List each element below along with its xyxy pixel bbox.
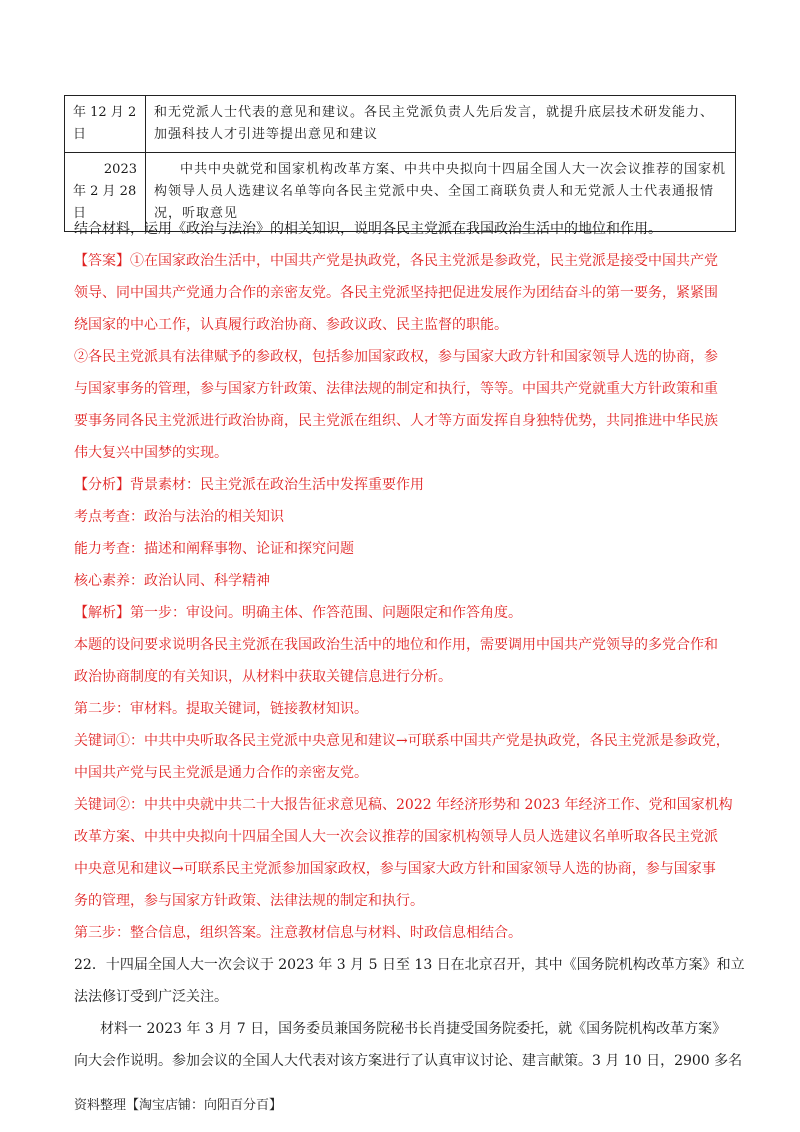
table-row: [65, 96, 736, 153]
material-line: 材料一 2023 年 3 月 7 日，国务委员兼国务院秘书长肖捷受国务院委托，就《国务院机构改革方案》: [100, 1021, 727, 1037]
date-cell: [65, 96, 146, 153]
analysis-line: 考点考查：政治与法治的相关知识: [74, 509, 284, 525]
explanation-line: 【解析】第一步：审设问。明确主体、作答范围、问题限定和作答角度。: [74, 605, 522, 621]
material-line: 向大会作说明。参加会议的全国人大代表对该方案进行了认真审议讨论、建言献策。3 月 10 日，2900 多名: [74, 1053, 743, 1069]
answer-line: 要事务同各民主党派进行政治协商，民主党派在组织、人才等方面发挥自身独特优势，共同推进中华民族: [74, 413, 718, 429]
question-prompt: 结合材料，运用《政治与法治》的相关知识，说明各民主党派在我国政治生活中的地位和作用。: [74, 221, 662, 237]
date-text: 年 12 月 2: [73, 105, 137, 120]
event-cell: 中共中央就党和国家机构改革方案、中共中央拟向十四届全国人大一次会议推荐的国家机构领导人员人选建议名单等向各民主党派中央、全国工商联负责人和无党派人士代表通报情况，听取意见: [146, 153, 736, 232]
explanation-line: 第三步：整合信息，组织答案。注意教材信息与材料、时政信息相结合。: [74, 925, 522, 941]
explanation-line: 关键词①：中共中央听取各民主党派中央意见和建议→可联系中国共产党是执政党，各民主党派是参政党，: [74, 733, 730, 749]
date-text: 年 2 月 28: [73, 184, 137, 199]
material-table: [64, 95, 736, 232]
explanation-line: 务的管理，参与国家方针政策、法律法规的制定和执行。: [74, 893, 424, 909]
date-text: 2023: [103, 162, 137, 177]
explanation-line: 关键词②：中共中央就中共二十大报告征求意见稿、2022 年经济形势和 2023 年经济工作、党和国家机构: [74, 797, 733, 813]
answer-line: 领导、同中国共产党通力合作的亲密友党。各民主党派坚持把促进发展作为团结奋斗的第一要务，紧紧围: [74, 285, 718, 301]
answer-line: 绕国家的中心工作，认真履行政治协商、参政议政、民主监督的职能。: [74, 317, 508, 333]
explanation-line: 本题的设问要求说明各民主党派在我国政治生活中的地位和作用，需要调用中国共产党领导的多党合作和: [74, 637, 718, 653]
event-cell: 和无党派人士代表的意见和建议。各民主党派负责人先后发言，就提升底层技术研发能力、加强科技人才引进等提出意见和建议: [146, 96, 736, 153]
question-22-line: 法法修订受到广泛关注。: [74, 989, 228, 1005]
date-text: 日: [73, 206, 87, 221]
analysis-line: 核心素养：政治认同、科学精神: [74, 573, 270, 589]
explanation-line: 中国共产党与民主党派是通力合作的亲密友党。: [74, 765, 368, 781]
answer-line: ②各民主党派具有法律赋予的参政权，包括参加国家政权，参与国家大政方针和国家领导人选的协商，参: [74, 349, 718, 365]
explanation-line: 第二步：审材料。提取关键词，链接教材知识。: [74, 701, 368, 717]
date-text: 日: [73, 127, 87, 142]
question-22-line: 22．十四届全国人大一次会议于 2023 年 3 月 5 日至 13 日在北京召开，其中《国务院机构改革方案》和立: [74, 957, 745, 973]
explanation-line: 中央意见和建议→可联系民主党派参加国家政权，参与国家大政方针和国家领导人选的协商，参与国家事: [74, 861, 716, 877]
answer-line: 伟大复兴中国梦的实现。: [74, 445, 228, 461]
answer-line: 【答案】①在国家政治生活中，中国共产党是执政党，各民主党派是参政党，民主党派是接受中国共产党: [74, 253, 718, 269]
explanation-line: 改革方案、中共中央拟向十四届全国人大一次会议推荐的国家机构领导人员人选建议名单听取各民主党派: [74, 829, 718, 845]
analysis-line: 能力考查：描述和阐释事物、论证和探究问题: [74, 541, 354, 557]
answer-line: 与国家事务的管理，参与国家方针政策、法律法规的制定和执行，等等。中国共产党就重大方针政策和重: [74, 381, 718, 397]
explanation-line: 政治协商制度的有关知识，从材料中获取关键信息进行分析。: [74, 669, 452, 685]
analysis-line: 【分析】背景素材：民主党派在政治生活中发挥重要作用: [74, 477, 424, 493]
page-footer: 资料整理【淘宝店铺：向阳百分百】: [74, 1098, 283, 1113]
